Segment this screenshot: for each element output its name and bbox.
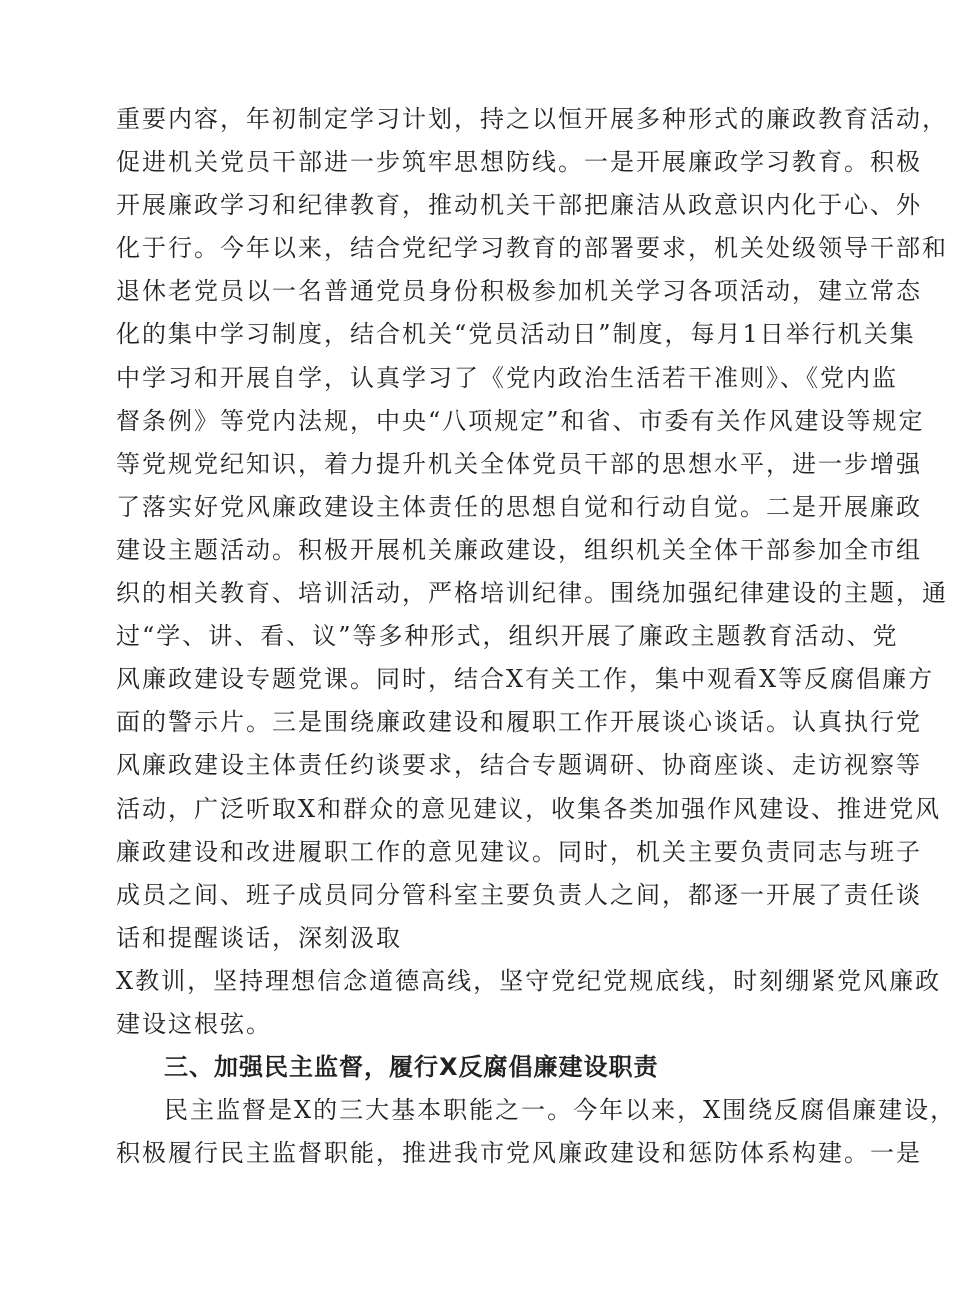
paragraph-line: 退休老党员以一名普通党员身份积极参加机关学习各项活动，建立常态	[116, 277, 922, 306]
paragraph-line: 过“学、讲、看、议”等多种形式，组织开展了廉政主题教育活动、党	[116, 622, 899, 651]
paragraph-line: 建设这根弦。	[116, 1009, 272, 1038]
paragraph-line: 成员之间、班子成员同分管科室主要负责人之间，都逐一开展了责任谈	[116, 880, 922, 909]
paragraph-line: 民主监督是X的三大基本职能之一。今年以来，X围绕反腐倡廉建设，	[164, 1096, 956, 1125]
paragraph-line: 了落实好党风廉政建设主体责任的思想自觉和行动自觉。二是开展廉政	[116, 492, 922, 521]
paragraph-line: 织的相关教育、培训活动，严格培训纪律。围绕加强纪律建设的主题，通	[116, 579, 948, 608]
paragraph-line: 等党规党纪知识，着力提升机关全体党员干部的思想水平，进一步增强	[116, 449, 922, 478]
paragraph-line: 督条例》等党内法规，中央“八项规定”和省、市委有关作风建设等规定	[116, 406, 925, 435]
paragraph-line: 风廉政建设专题党课。同时，结合X有关工作，集中观看X等反腐倡廉方	[116, 665, 935, 694]
paragraph-line: 积极履行民主监督职能，推进我市党风廉政建设和惩防体系构建。一是	[116, 1139, 922, 1168]
section-heading: 三、加强民主监督，履行X反腐倡廉建设职责	[164, 1053, 659, 1082]
paragraph-line: 活动，广泛听取X和群众的意见建议，收集各类加强作风建设、推进党风	[116, 794, 942, 823]
paragraph-line: 中学习和开展自学，认真学习了《党内政治生活若干准则》、《党内监	[116, 363, 898, 392]
paragraph-line: 话和提醒谈话，深刻汲取	[116, 923, 402, 952]
paragraph-line: 促进机关党员干部进一步筑牢思想防线。一是开展廉政学习教育。积极	[116, 148, 922, 177]
document-body	[116, 98, 956, 1175]
paragraph-line: 风廉政建设主体责任约谈要求，结合专题调研、协商座谈、走访视察等	[116, 751, 922, 780]
paragraph-line: X教训，坚持理想信念道德高线，坚守党纪党规底线，时刻绷紧党风廉政	[116, 966, 942, 995]
paragraph-line: 化的集中学习制度，结合机关“党员活动日”制度，每月1日举行机关集	[116, 320, 916, 349]
paragraph-line: 廉政建设和改进履职工作的意见建议。同时，机关主要负责同志与班子	[116, 837, 922, 866]
paragraph-line: 开展廉政学习和纪律教育，推动机关干部把廉洁从政意识内化于心、外	[116, 191, 922, 220]
paragraph-line: 建设主题活动。积极开展机关廉政建设，组织机关全体干部参加全市组	[116, 535, 922, 564]
paragraph-line: 化于行。今年以来，结合党纪学习教育的部署要求，机关处级领导干部和	[116, 234, 948, 263]
paragraph-line: 重要内容，年初制定学习计划，持之以恒开展多种形式的廉政教育活动，	[116, 105, 948, 133]
paragraph-line: 面的警示片。三是围绕廉政建设和履职工作开展谈心谈话。认真执行党	[116, 708, 922, 737]
